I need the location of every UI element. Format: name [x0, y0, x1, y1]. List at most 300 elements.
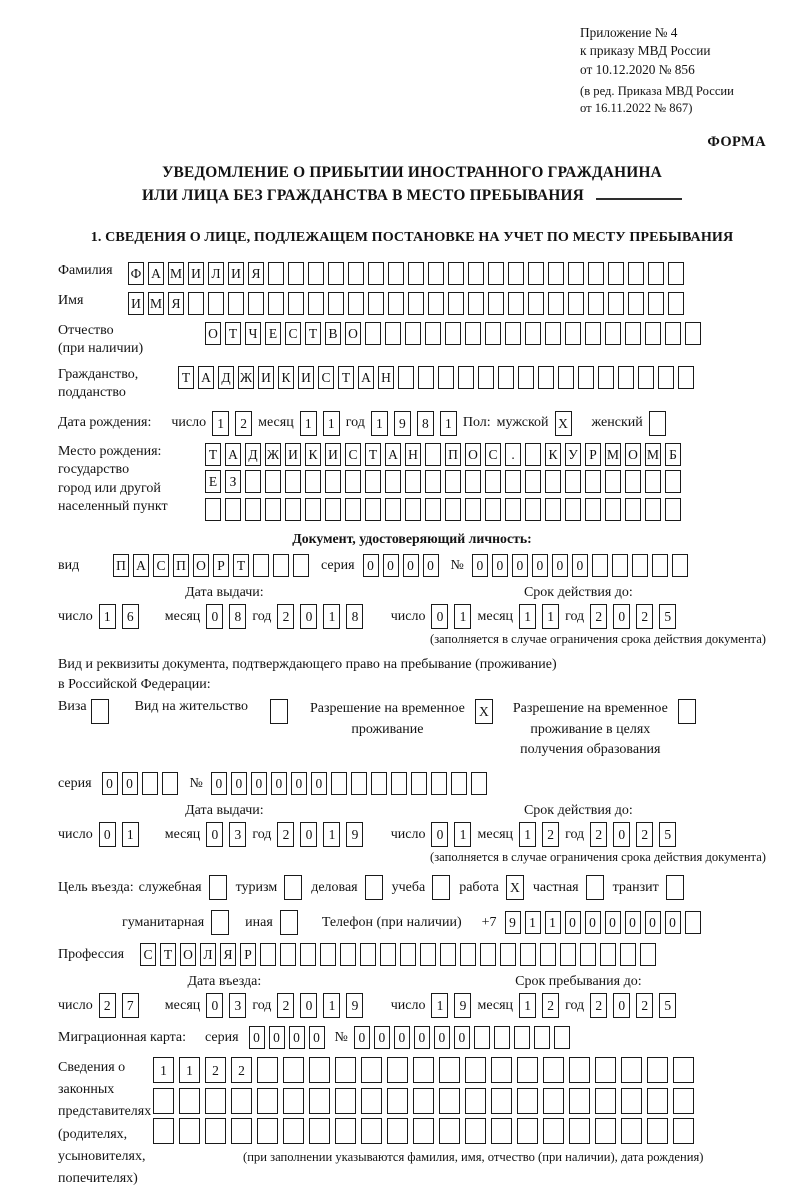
- char-box[interactable]: И: [188, 262, 204, 285]
- char-box[interactable]: [534, 1026, 550, 1049]
- purpose-humanitarian-checkbox[interactable]: [211, 910, 229, 935]
- char-box[interactable]: [491, 1057, 512, 1083]
- char-box[interactable]: 0: [231, 772, 247, 795]
- char-box[interactable]: 2: [636, 604, 653, 629]
- char-box[interactable]: [283, 1118, 304, 1144]
- char-box[interactable]: X: [555, 411, 572, 436]
- char-box[interactable]: 2: [231, 1057, 252, 1083]
- char-box[interactable]: 0: [403, 554, 419, 577]
- char-box[interactable]: [543, 1118, 564, 1144]
- char-box[interactable]: В: [325, 322, 341, 345]
- char-box[interactable]: П: [173, 554, 189, 577]
- char-box[interactable]: Е: [265, 322, 281, 345]
- char-box[interactable]: [257, 1057, 278, 1083]
- char-box[interactable]: [308, 262, 324, 285]
- char-box[interactable]: [488, 262, 504, 285]
- char-box[interactable]: [605, 498, 621, 521]
- char-box[interactable]: [335, 1118, 356, 1144]
- char-box[interactable]: [565, 470, 581, 493]
- char-box[interactable]: И: [258, 366, 274, 389]
- char-box[interactable]: У: [565, 443, 581, 466]
- char-box[interactable]: М: [605, 443, 621, 466]
- char-box[interactable]: 0: [572, 554, 588, 577]
- char-box[interactable]: [142, 772, 158, 795]
- char-box[interactable]: Л: [200, 943, 216, 966]
- char-box[interactable]: [273, 554, 289, 577]
- purpose-business-checkbox[interactable]: [209, 875, 227, 900]
- char-box[interactable]: 8: [229, 604, 246, 629]
- char-box[interactable]: [498, 366, 514, 389]
- char-box[interactable]: [179, 1088, 200, 1114]
- char-box[interactable]: [293, 554, 309, 577]
- char-box[interactable]: [605, 322, 621, 345]
- char-box[interactable]: [368, 262, 384, 285]
- char-box[interactable]: [568, 262, 584, 285]
- char-box[interactable]: 9: [394, 411, 411, 436]
- char-box[interactable]: [569, 1088, 590, 1114]
- char-box[interactable]: [231, 1088, 252, 1114]
- char-box[interactable]: [648, 262, 664, 285]
- char-box[interactable]: [351, 772, 367, 795]
- char-box[interactable]: А: [358, 366, 374, 389]
- char-box[interactable]: [569, 1118, 590, 1144]
- char-box[interactable]: 0: [645, 911, 661, 934]
- char-box[interactable]: Ж: [238, 366, 254, 389]
- char-box[interactable]: [438, 366, 454, 389]
- char-box[interactable]: 0: [102, 772, 118, 795]
- char-box[interactable]: 0: [206, 993, 223, 1018]
- char-box[interactable]: Р: [240, 943, 256, 966]
- char-box[interactable]: [585, 322, 601, 345]
- char-box[interactable]: 9: [346, 822, 363, 847]
- char-box[interactable]: [253, 554, 269, 577]
- char-box[interactable]: И: [298, 366, 314, 389]
- char-box[interactable]: 2: [542, 993, 559, 1018]
- char-box[interactable]: [451, 772, 467, 795]
- purpose-study-checkbox[interactable]: [432, 875, 450, 900]
- char-box[interactable]: 0: [300, 822, 317, 847]
- sex-female-checkbox[interactable]: [649, 411, 672, 436]
- char-box[interactable]: [621, 1057, 642, 1083]
- char-box[interactable]: [465, 322, 481, 345]
- char-box[interactable]: 9: [454, 993, 471, 1018]
- char-box[interactable]: [628, 292, 644, 315]
- char-box[interactable]: [673, 1118, 694, 1144]
- char-box[interactable]: [648, 292, 664, 315]
- char-box[interactable]: 0: [605, 911, 621, 934]
- char-box[interactable]: [598, 366, 614, 389]
- char-box[interactable]: [283, 1088, 304, 1114]
- char-box[interactable]: 0: [431, 604, 448, 629]
- char-box[interactable]: Д: [245, 443, 261, 466]
- char-box[interactable]: [500, 943, 516, 966]
- char-box[interactable]: О: [625, 443, 641, 466]
- char-box[interactable]: Н: [405, 443, 421, 466]
- char-box[interactable]: 1: [519, 993, 536, 1018]
- char-box[interactable]: [385, 322, 401, 345]
- char-box[interactable]: [405, 470, 421, 493]
- char-box[interactable]: 0: [552, 554, 568, 577]
- char-box[interactable]: А: [133, 554, 149, 577]
- edu-residence-permit-checkbox[interactable]: [678, 699, 696, 724]
- char-box[interactable]: [188, 292, 204, 315]
- char-box[interactable]: [545, 322, 561, 345]
- residence-permit-checkbox[interactable]: [270, 699, 288, 724]
- char-box[interactable]: [645, 322, 661, 345]
- char-box[interactable]: 0: [300, 604, 317, 629]
- char-box[interactable]: [348, 262, 364, 285]
- char-box[interactable]: 1: [519, 822, 536, 847]
- char-box[interactable]: [448, 292, 464, 315]
- char-box[interactable]: [568, 292, 584, 315]
- char-box[interactable]: [525, 470, 541, 493]
- char-box[interactable]: [387, 1118, 408, 1144]
- char-box[interactable]: X: [506, 875, 524, 900]
- char-box[interactable]: 1: [440, 411, 457, 436]
- char-box[interactable]: 2: [277, 993, 294, 1018]
- char-box[interactable]: 0: [665, 911, 681, 934]
- char-box[interactable]: [408, 292, 424, 315]
- char-box[interactable]: 9: [346, 993, 363, 1018]
- char-box[interactable]: [268, 262, 284, 285]
- char-box[interactable]: [387, 1057, 408, 1083]
- char-box[interactable]: [645, 470, 661, 493]
- char-box[interactable]: Я: [168, 292, 184, 315]
- char-box[interactable]: О: [345, 322, 361, 345]
- char-box[interactable]: [309, 1088, 330, 1114]
- char-box[interactable]: [153, 1088, 174, 1114]
- purpose-transit-checkbox[interactable]: [666, 875, 684, 900]
- char-box[interactable]: Т: [305, 322, 321, 345]
- char-box[interactable]: [580, 943, 596, 966]
- char-box[interactable]: И: [128, 292, 144, 315]
- char-box[interactable]: 1: [371, 411, 388, 436]
- char-box[interactable]: К: [278, 366, 294, 389]
- char-box[interactable]: [666, 875, 684, 900]
- char-box[interactable]: [517, 1088, 538, 1114]
- char-box[interactable]: [494, 1026, 510, 1049]
- char-box[interactable]: [445, 322, 461, 345]
- char-box[interactable]: 1: [153, 1057, 174, 1083]
- char-box[interactable]: [520, 943, 536, 966]
- char-box[interactable]: [621, 1118, 642, 1144]
- char-box[interactable]: 0: [122, 772, 138, 795]
- char-box[interactable]: [280, 943, 296, 966]
- char-box[interactable]: 1: [212, 411, 229, 436]
- char-box[interactable]: 1: [122, 822, 139, 847]
- char-box[interactable]: П: [445, 443, 461, 466]
- char-box[interactable]: [205, 498, 221, 521]
- char-box[interactable]: [569, 1057, 590, 1083]
- char-box[interactable]: [425, 322, 441, 345]
- char-box[interactable]: Т: [205, 443, 221, 466]
- char-box[interactable]: Ф: [128, 262, 144, 285]
- char-box[interactable]: 0: [423, 554, 439, 577]
- char-box[interactable]: 0: [251, 772, 267, 795]
- char-box[interactable]: 0: [291, 772, 307, 795]
- char-box[interactable]: Ч: [245, 322, 261, 345]
- char-box[interactable]: Я: [248, 262, 264, 285]
- char-box[interactable]: [625, 470, 641, 493]
- char-box[interactable]: [668, 292, 684, 315]
- char-box[interactable]: Л: [208, 262, 224, 285]
- char-box[interactable]: 0: [211, 772, 227, 795]
- char-box[interactable]: [465, 1057, 486, 1083]
- char-box[interactable]: Ж: [265, 443, 281, 466]
- char-box[interactable]: [205, 1118, 226, 1144]
- char-box[interactable]: 1: [179, 1057, 200, 1083]
- char-box[interactable]: [605, 470, 621, 493]
- char-box[interactable]: [548, 292, 564, 315]
- char-box[interactable]: [465, 1118, 486, 1144]
- char-box[interactable]: [448, 262, 464, 285]
- char-box[interactable]: [245, 470, 261, 493]
- char-box[interactable]: [595, 1057, 616, 1083]
- char-box[interactable]: [260, 943, 276, 966]
- char-box[interactable]: [439, 1118, 460, 1144]
- char-box[interactable]: [673, 1057, 694, 1083]
- char-box[interactable]: [665, 498, 681, 521]
- char-box[interactable]: 2: [99, 993, 116, 1018]
- char-box[interactable]: [385, 470, 401, 493]
- char-box[interactable]: [505, 470, 521, 493]
- char-box[interactable]: [288, 292, 304, 315]
- char-box[interactable]: [179, 1118, 200, 1144]
- char-box[interactable]: 2: [277, 822, 294, 847]
- purpose-private-checkbox[interactable]: [586, 875, 604, 900]
- char-box[interactable]: [625, 498, 641, 521]
- char-box[interactable]: [425, 470, 441, 493]
- char-box[interactable]: 1: [545, 911, 561, 934]
- char-box[interactable]: [685, 911, 701, 934]
- char-box[interactable]: С: [153, 554, 169, 577]
- char-box[interactable]: С: [140, 943, 156, 966]
- char-box[interactable]: К: [305, 443, 321, 466]
- char-box[interactable]: [162, 772, 178, 795]
- char-box[interactable]: [285, 498, 301, 521]
- char-box[interactable]: 0: [492, 554, 508, 577]
- char-box[interactable]: [647, 1088, 668, 1114]
- char-box[interactable]: 1: [519, 604, 536, 629]
- char-box[interactable]: 0: [613, 822, 630, 847]
- char-box[interactable]: [365, 322, 381, 345]
- char-box[interactable]: [652, 554, 668, 577]
- char-box[interactable]: [545, 470, 561, 493]
- char-box[interactable]: [388, 292, 404, 315]
- char-box[interactable]: 0: [472, 554, 488, 577]
- char-box[interactable]: .: [505, 443, 521, 466]
- char-box[interactable]: [360, 943, 376, 966]
- char-box[interactable]: 0: [613, 993, 630, 1018]
- char-box[interactable]: [91, 699, 109, 724]
- char-box[interactable]: М: [645, 443, 661, 466]
- char-box[interactable]: [345, 498, 361, 521]
- char-box[interactable]: О: [193, 554, 209, 577]
- char-box[interactable]: Т: [365, 443, 381, 466]
- char-box[interactable]: [543, 1057, 564, 1083]
- char-box[interactable]: [578, 366, 594, 389]
- char-box[interactable]: 0: [585, 911, 601, 934]
- char-box[interactable]: [508, 292, 524, 315]
- char-box[interactable]: [528, 262, 544, 285]
- char-box[interactable]: [471, 772, 487, 795]
- char-box[interactable]: Т: [338, 366, 354, 389]
- char-box[interactable]: [432, 875, 450, 900]
- char-box[interactable]: А: [385, 443, 401, 466]
- char-box[interactable]: Т: [225, 322, 241, 345]
- char-box[interactable]: [647, 1118, 668, 1144]
- char-box[interactable]: 1: [525, 911, 541, 934]
- char-box[interactable]: 2: [590, 604, 607, 629]
- char-box[interactable]: [284, 875, 302, 900]
- char-box[interactable]: 9: [505, 911, 521, 934]
- char-box[interactable]: [445, 498, 461, 521]
- char-box[interactable]: Т: [160, 943, 176, 966]
- char-box[interactable]: 1: [431, 993, 448, 1018]
- char-box[interactable]: [620, 943, 636, 966]
- char-box[interactable]: [632, 554, 648, 577]
- char-box[interactable]: 2: [590, 993, 607, 1018]
- char-box[interactable]: [418, 366, 434, 389]
- char-box[interactable]: [588, 262, 604, 285]
- char-box[interactable]: [411, 772, 427, 795]
- char-box[interactable]: [209, 875, 227, 900]
- char-box[interactable]: О: [465, 443, 481, 466]
- char-box[interactable]: 0: [565, 911, 581, 934]
- char-box[interactable]: 1: [323, 604, 340, 629]
- char-box[interactable]: 0: [383, 554, 399, 577]
- char-box[interactable]: [618, 366, 634, 389]
- char-box[interactable]: М: [148, 292, 164, 315]
- char-box[interactable]: Я: [220, 943, 236, 966]
- char-box[interactable]: 0: [512, 554, 528, 577]
- char-box[interactable]: [558, 366, 574, 389]
- char-box[interactable]: [445, 470, 461, 493]
- char-box[interactable]: [398, 366, 414, 389]
- char-box[interactable]: 8: [346, 604, 363, 629]
- char-box[interactable]: 7: [122, 993, 139, 1018]
- char-box[interactable]: [480, 943, 496, 966]
- char-box[interactable]: [380, 943, 396, 966]
- char-box[interactable]: [468, 262, 484, 285]
- char-box[interactable]: [668, 262, 684, 285]
- char-box[interactable]: [538, 366, 554, 389]
- char-box[interactable]: [554, 1026, 570, 1049]
- char-box[interactable]: [340, 943, 356, 966]
- char-box[interactable]: [439, 1088, 460, 1114]
- char-box[interactable]: [371, 772, 387, 795]
- char-box[interactable]: [257, 1118, 278, 1144]
- char-box[interactable]: [328, 292, 344, 315]
- char-box[interactable]: [283, 1057, 304, 1083]
- char-box[interactable]: [365, 470, 381, 493]
- char-box[interactable]: [612, 554, 628, 577]
- char-box[interactable]: [413, 1118, 434, 1144]
- char-box[interactable]: 1: [323, 993, 340, 1018]
- char-box[interactable]: [265, 498, 281, 521]
- char-box[interactable]: 0: [431, 822, 448, 847]
- char-box[interactable]: Р: [585, 443, 601, 466]
- char-box[interactable]: 0: [249, 1026, 265, 1049]
- char-box[interactable]: [545, 498, 561, 521]
- char-box[interactable]: [331, 772, 347, 795]
- char-box[interactable]: [628, 262, 644, 285]
- char-box[interactable]: 0: [300, 993, 317, 1018]
- char-box[interactable]: 1: [99, 604, 116, 629]
- char-box[interactable]: [600, 943, 616, 966]
- purpose-commercial-checkbox[interactable]: [365, 875, 383, 900]
- char-box[interactable]: О: [205, 322, 221, 345]
- char-box[interactable]: [405, 498, 421, 521]
- char-box[interactable]: [678, 366, 694, 389]
- char-box[interactable]: [365, 875, 383, 900]
- char-box[interactable]: 2: [590, 822, 607, 847]
- char-box[interactable]: [491, 1088, 512, 1114]
- char-box[interactable]: 0: [206, 822, 223, 847]
- char-box[interactable]: [348, 292, 364, 315]
- char-box[interactable]: 1: [542, 604, 559, 629]
- visa-checkbox[interactable]: [91, 699, 109, 724]
- char-box[interactable]: [320, 943, 336, 966]
- char-box[interactable]: А: [198, 366, 214, 389]
- char-box[interactable]: 0: [625, 911, 641, 934]
- char-box[interactable]: [309, 1057, 330, 1083]
- char-box[interactable]: [428, 292, 444, 315]
- char-box[interactable]: [665, 322, 681, 345]
- char-box[interactable]: Р: [213, 554, 229, 577]
- char-box[interactable]: С: [345, 443, 361, 466]
- char-box[interactable]: [245, 498, 261, 521]
- char-box[interactable]: [517, 1057, 538, 1083]
- char-box[interactable]: [257, 1088, 278, 1114]
- char-box[interactable]: [361, 1057, 382, 1083]
- char-box[interactable]: [588, 292, 604, 315]
- char-box[interactable]: [439, 1057, 460, 1083]
- char-box[interactable]: 2: [636, 993, 653, 1018]
- temp-residence-permit-checkbox[interactable]: [475, 699, 493, 724]
- char-box[interactable]: [608, 262, 624, 285]
- char-box[interactable]: [425, 443, 441, 466]
- char-box[interactable]: [305, 498, 321, 521]
- char-box[interactable]: [400, 943, 416, 966]
- char-box[interactable]: [405, 322, 421, 345]
- char-box[interactable]: З: [225, 470, 241, 493]
- char-box[interactable]: [465, 1088, 486, 1114]
- char-box[interactable]: 5: [659, 822, 676, 847]
- char-box[interactable]: 3: [229, 822, 246, 847]
- char-box[interactable]: [525, 322, 541, 345]
- char-box[interactable]: 0: [374, 1026, 390, 1049]
- sex-male-checkbox[interactable]: [555, 411, 578, 436]
- char-box[interactable]: [328, 262, 344, 285]
- char-box[interactable]: [658, 366, 674, 389]
- char-box[interactable]: 0: [271, 772, 287, 795]
- char-box[interactable]: 0: [311, 772, 327, 795]
- char-box[interactable]: Б: [665, 443, 681, 466]
- char-box[interactable]: [231, 1118, 252, 1144]
- char-box[interactable]: [309, 1118, 330, 1144]
- char-box[interactable]: [460, 943, 476, 966]
- char-box[interactable]: 0: [394, 1026, 410, 1049]
- char-box[interactable]: [505, 498, 521, 521]
- char-box[interactable]: [514, 1026, 530, 1049]
- purpose-other-checkbox[interactable]: [280, 910, 298, 935]
- char-box[interactable]: [431, 772, 447, 795]
- char-box[interactable]: [560, 943, 576, 966]
- char-box[interactable]: [488, 292, 504, 315]
- char-box[interactable]: [647, 1057, 668, 1083]
- char-box[interactable]: [308, 292, 324, 315]
